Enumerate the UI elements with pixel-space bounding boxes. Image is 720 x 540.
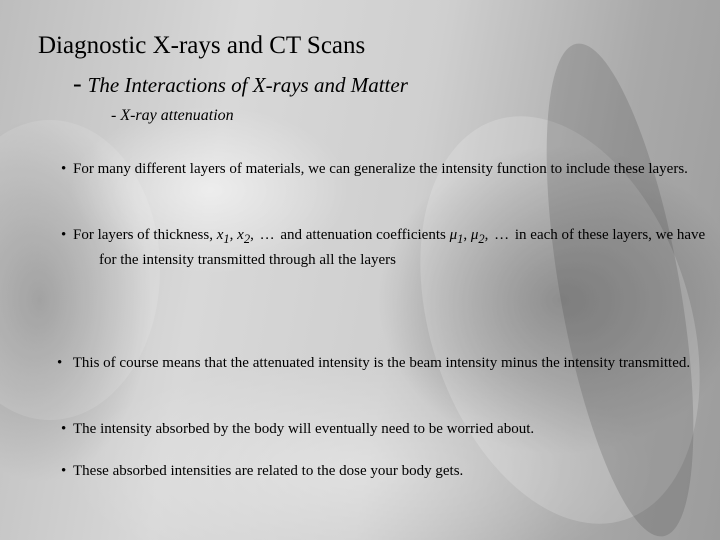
bullet-suffix: in each of these layers, we have for the intensity transmitted through all the layers <box>99 227 706 268</box>
symbol-x1: $x_1$ <box>216 227 230 246</box>
symbol-mu2: $\mu_2$ <box>470 227 485 246</box>
slide-subtitle <box>73 70 408 99</box>
bullet-mark: • <box>61 161 67 177</box>
bullet-text: These absorbed intensities are related to the dose your body gets. <box>73 463 464 479</box>
bullet-item: • For layers of thickness, $x_1$, $x_2$, … and attenuation coefficients $\mu_1$, $\mu_2$, … in each of these layers, we have for the intensity transmitted through all the layers <box>61 227 706 268</box>
bullet-item <box>61 419 709 440</box>
subtitle-dash: - <box>73 69 82 98</box>
bullet-item <box>61 461 709 482</box>
bullet-mark: • <box>61 227 67 243</box>
subtitle-text: The Interactions of X-rays and Matter <box>87 73 408 97</box>
slide-title: Diagnostic X-rays and CT Scans <box>38 32 366 59</box>
ellipsis: , … <box>250 227 281 243</box>
bullet-mark: • <box>61 421 67 437</box>
ellipsis: , … <box>484 227 515 243</box>
bullet-middle: and attenuation coefficients <box>280 227 450 243</box>
bullet-text: The intensity absorbed by the body will eventually need to be worried about. <box>73 421 535 437</box>
slide-subsubtitle: - X-ray attenuation <box>111 107 234 124</box>
bullet-mark: • <box>57 355 63 371</box>
symbol-x2: $x_2$ <box>237 227 251 246</box>
bullet-item <box>57 353 705 374</box>
symbol-mu1: $\mu_1$ <box>449 227 464 246</box>
bullet-text: This of course means that the attenuated intensity is the beam intensity minus the intensity transmitted. <box>72 355 691 371</box>
bullet-prefix: For layers of thickness, <box>73 227 217 243</box>
bullet-text: For many different layers of materials, we can generalize the intensity function to include these layers. <box>73 161 688 177</box>
bullet-mark: • <box>61 463 67 479</box>
bullet-item <box>61 159 709 180</box>
